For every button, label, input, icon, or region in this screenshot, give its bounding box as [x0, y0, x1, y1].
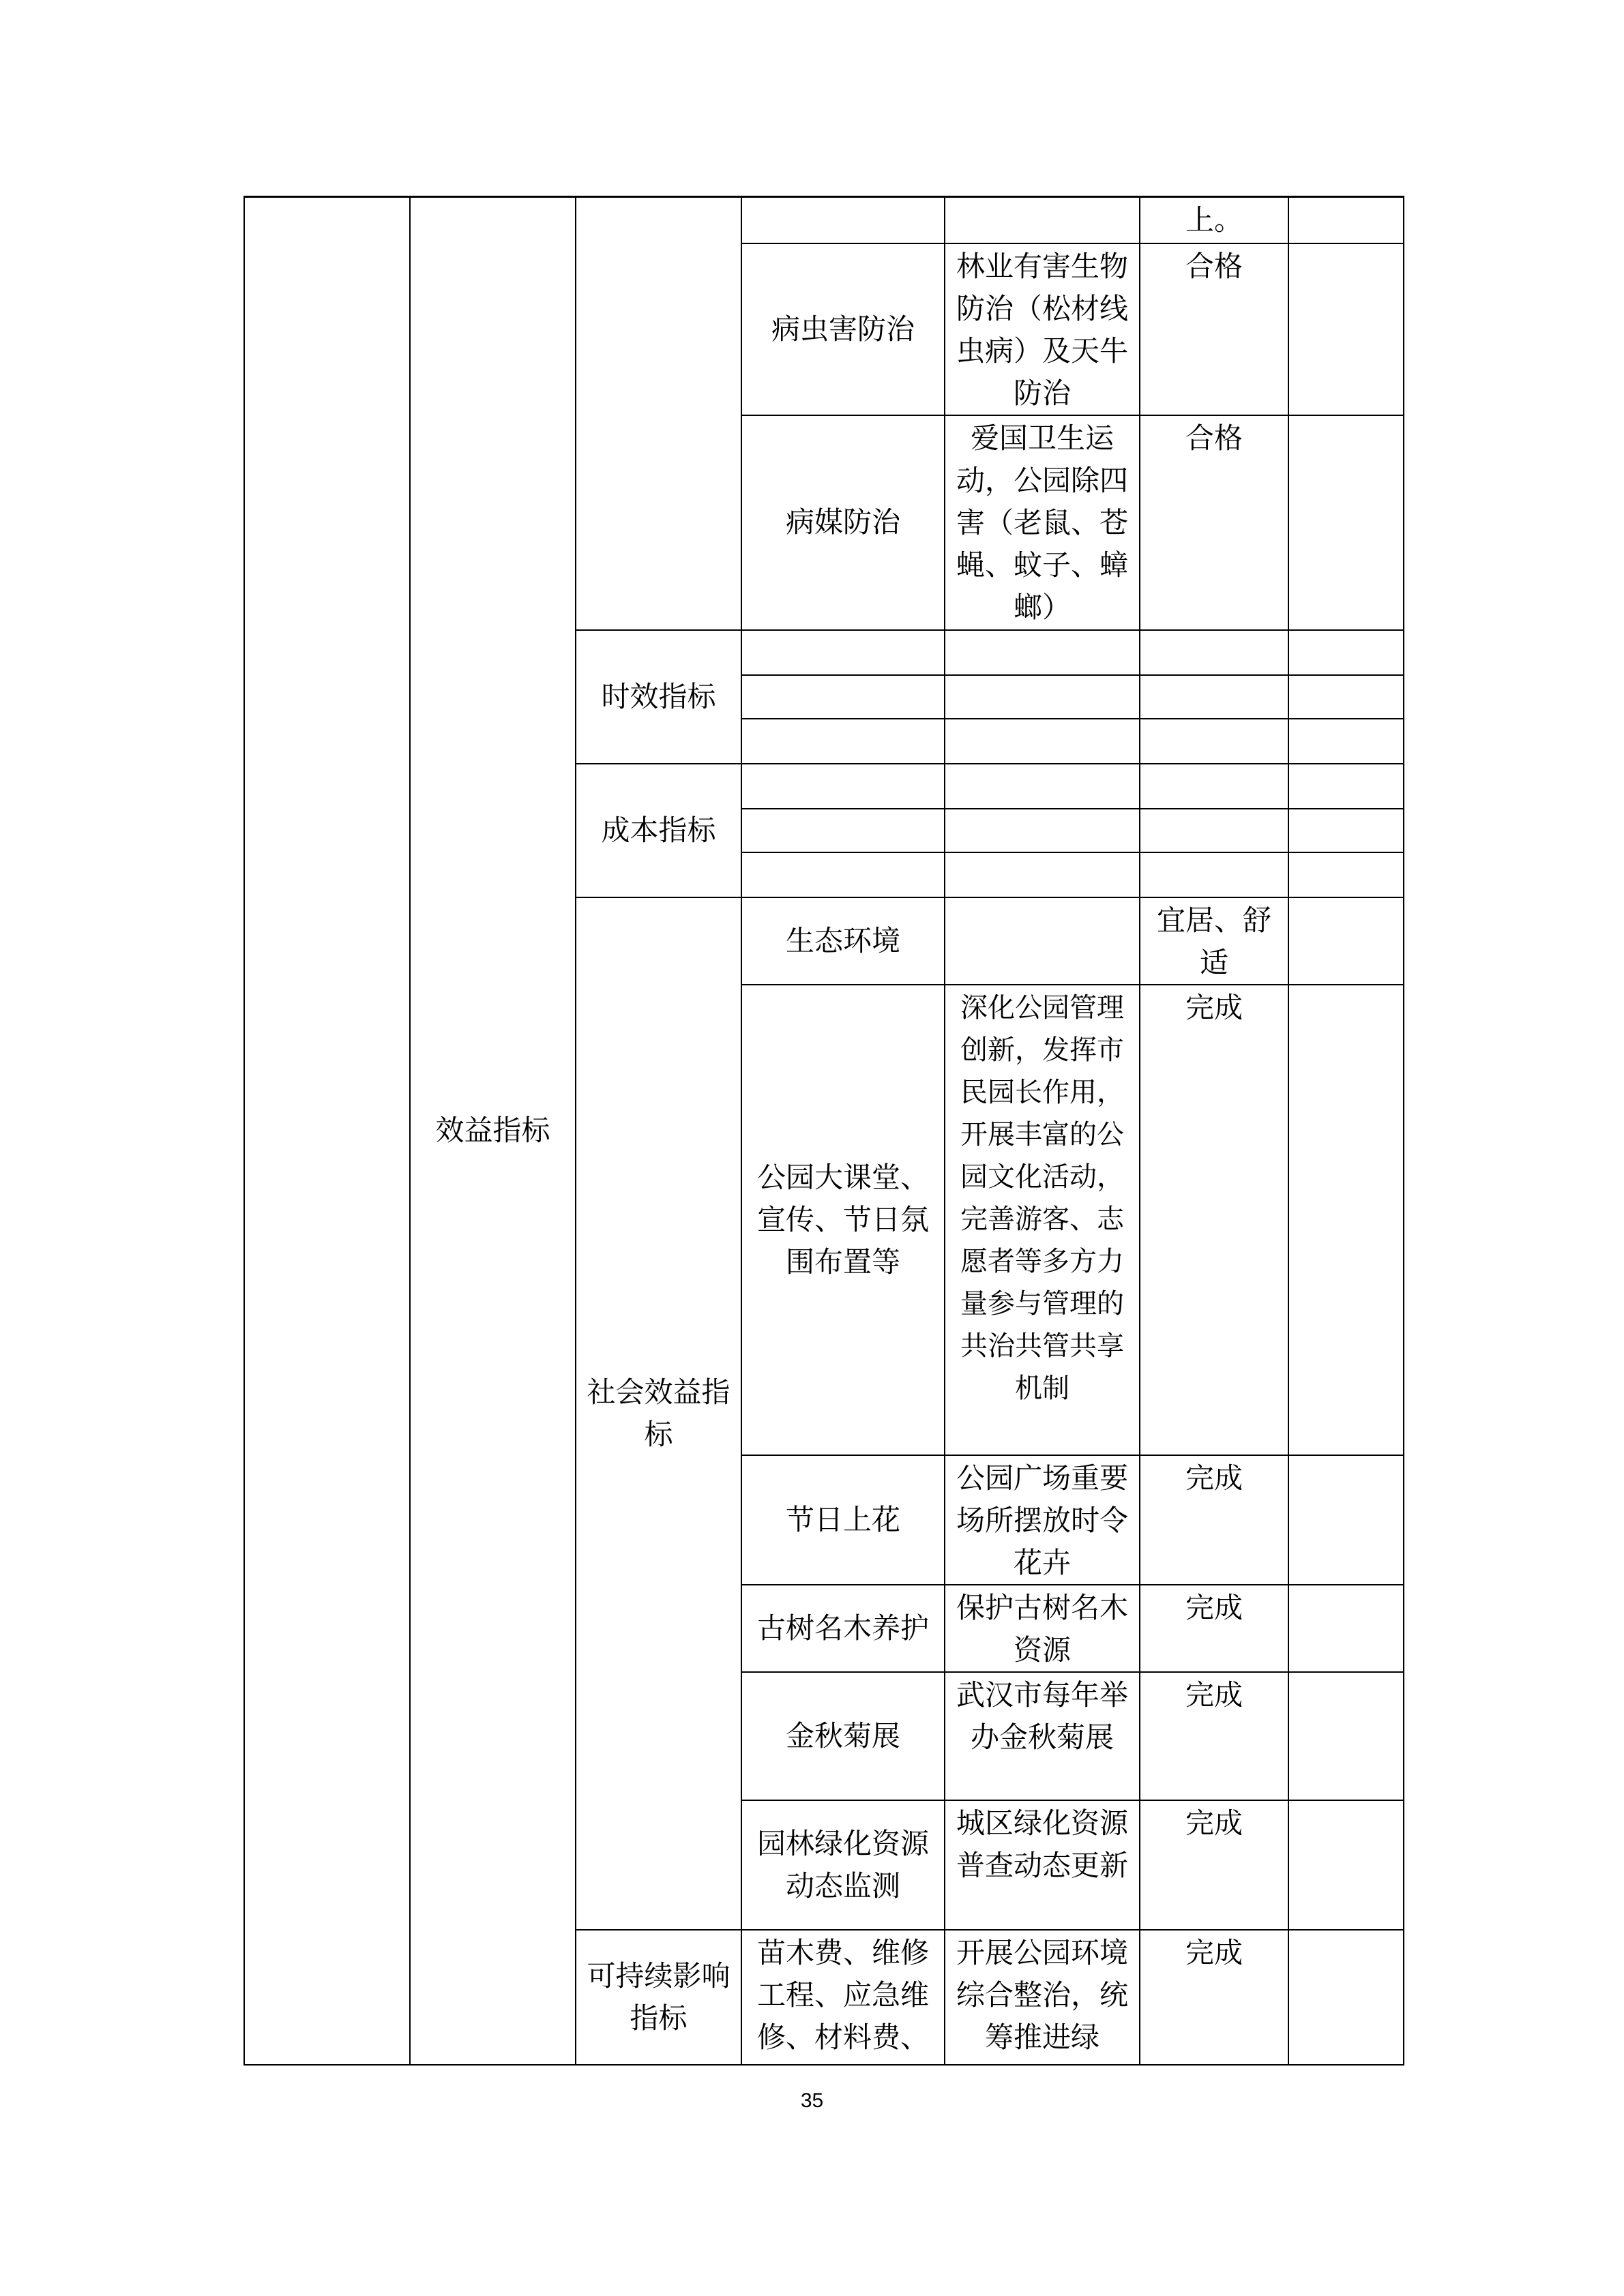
row-name: 病虫害防治	[741, 243, 945, 415]
row-name: 苗木费、维修工程、应急维修、材料费、	[741, 1930, 945, 2065]
row-target: 完成	[1140, 1585, 1288, 1672]
row-extra	[1288, 852, 1404, 897]
row-target	[1140, 852, 1288, 897]
row-target: 完成	[1140, 1800, 1288, 1930]
row-content: 开展公园环境综合整治，统筹推进绿	[945, 1930, 1140, 2065]
row-content	[945, 197, 1140, 243]
row-content: 公园广场重要场所摆放时令花卉	[945, 1455, 1140, 1585]
row-content: 城区绿化资源普查动态更新	[945, 1800, 1140, 1930]
row-name	[741, 764, 945, 809]
row-extra	[1288, 764, 1404, 809]
row-name	[741, 197, 945, 243]
group-kechixu-cell: 可持续影响指标	[576, 1930, 741, 2065]
row-extra	[1288, 897, 1404, 985]
level1-cell	[244, 197, 410, 2065]
row-extra	[1288, 1930, 1404, 2065]
group-shehui-cell: 社会效益指标	[576, 897, 741, 1930]
row-content: 林业有害生物防治（松材线虫病）及天牛防治	[945, 243, 1140, 415]
row-target: 完成	[1140, 1930, 1288, 2065]
indicator-table	[243, 196, 1404, 2066]
row-content	[945, 630, 1140, 675]
row-name: 公园大课堂、宣传、节日氛围布置等	[741, 985, 945, 1455]
row-content	[945, 719, 1140, 764]
row-name	[741, 809, 945, 852]
row-content: 武汉市每年举办金秋菊展	[945, 1672, 1140, 1800]
group-shixiao-cell: 时效指标	[576, 630, 741, 764]
row-target	[1140, 675, 1288, 719]
row-target: 上。	[1140, 197, 1288, 243]
row-content: 保护古树名木资源	[945, 1585, 1140, 1672]
row-name: 生态环境	[741, 897, 945, 985]
group-chengben-cell: 成本指标	[576, 764, 741, 897]
row-target	[1140, 719, 1288, 764]
row-extra	[1288, 1585, 1404, 1672]
row-extra	[1288, 809, 1404, 852]
row-content	[945, 764, 1140, 809]
row-target: 完成	[1140, 1672, 1288, 1800]
group-prev-cell	[576, 197, 741, 630]
row-target	[1140, 764, 1288, 809]
row-extra	[1288, 675, 1404, 719]
row-content: 深化公园管理创新，发挥市民园长作用，开展丰富的公园文化活动，完善游客、志愿者等多方力量参与管理的共治共管共享机制	[945, 985, 1140, 1455]
row-name	[741, 852, 945, 897]
row-extra	[1288, 243, 1404, 415]
row-extra	[1288, 719, 1404, 764]
row-extra	[1288, 197, 1404, 243]
row-target: 完成	[1140, 985, 1288, 1455]
row-target	[1140, 809, 1288, 852]
row-target: 合格	[1140, 415, 1288, 630]
row-target: 完成	[1140, 1455, 1288, 1585]
row-content	[945, 897, 1140, 985]
row-extra	[1288, 1672, 1404, 1800]
row-extra	[1288, 985, 1404, 1455]
row-name	[741, 630, 945, 675]
row-extra	[1288, 415, 1404, 630]
row-extra	[1288, 630, 1404, 675]
row-name: 园林绿化资源动态监测	[741, 1800, 945, 1930]
page-number: 35	[800, 2089, 824, 2112]
row-name: 节日上花	[741, 1455, 945, 1585]
row-target	[1140, 630, 1288, 675]
row-target: 宜居、舒适	[1140, 897, 1288, 985]
row-extra	[1288, 1455, 1404, 1585]
row-extra	[1288, 1800, 1404, 1930]
row-name: 金秋菊展	[741, 1672, 945, 1800]
row-content	[945, 852, 1140, 897]
row-name: 病媒防治	[741, 415, 945, 630]
row-content	[945, 675, 1140, 719]
level2-cell: 效益指标	[410, 197, 576, 2065]
row-name: 古树名木养护	[741, 1585, 945, 1672]
row-name	[741, 675, 945, 719]
row-name	[741, 719, 945, 764]
row-content: 爱国卫生运动，公园除四害（老鼠、苍蝇、蚊子、蟑螂）	[945, 415, 1140, 630]
row-target: 合格	[1140, 243, 1288, 415]
row-content	[945, 809, 1140, 852]
